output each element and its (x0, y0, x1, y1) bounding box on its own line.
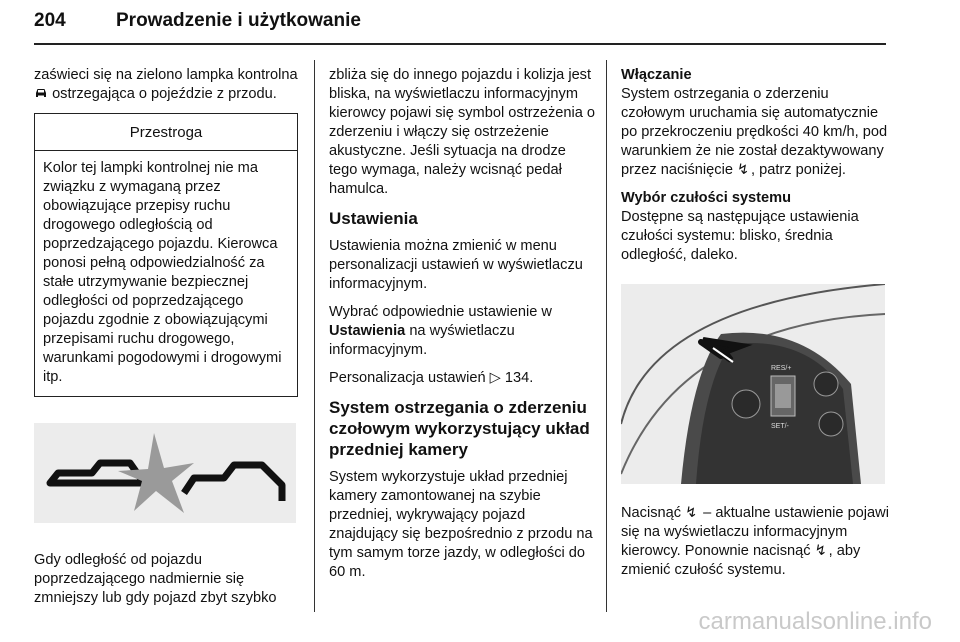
paragraph: zaświeci się na zielono lampka kontrolna ostrzegająca o pojeździe z przodu. (34, 67, 298, 102)
page-number: 204 (34, 10, 66, 31)
reference-arrow-icon: ▷ (489, 370, 501, 386)
collision-figure (34, 423, 296, 523)
section-title: Prowadzenie i użytkowanie (116, 10, 361, 31)
paragraph: Gdy odległość od pojazdu poprzedzającego nadmiernie się zmniejszy lub gdy pojazd zbyt szybko (34, 552, 277, 606)
paragraph: System wykorzystuje układ przedniej kamery zamontowanej na szybie przedniej, wykrywający pojazd znajdujący się bezpośrednio z przodu na tym samym torze jazdy, w odległości do 60 m. (329, 469, 593, 580)
header-rule (34, 43, 886, 45)
column-divider (314, 60, 315, 612)
caution-title: Przestroga (35, 114, 297, 151)
page-header (34, 10, 361, 32)
paragraph: Wybrać odpowiednie ustawienie w Ustawienia na wyświetlaczu informacyjnym. (329, 304, 552, 358)
collision-alert-button-icon: ↯ (814, 543, 827, 559)
paragraph: Ustawienia można zmienić w menu personalizacji ustawień w wyświetlaczu informacyjnym. (329, 238, 583, 292)
column-2 (329, 66, 597, 591)
heading-system: System ostrzegania o zderzeniu czołowym wykorzystujący układ przedniej kamery (329, 398, 590, 459)
paragraph: Nacisnąć ↯ – aktualne ustawienie pojawi się na wyświetlaczu informacyjnym kierowcy. Ponownie nacisnąć ↯ , aby zmienić czułość systemu. (621, 505, 889, 578)
caution-body: Kolor tej lampki kontrolnej nie ma związku z wymaganą przez obowiązujące przepisy ruchu drogowego odległością od poprzedzającego pojazdu. Kierowca ponosi pełną odpowiedzialność za stałe utrzymywanie bezpiecznej odległości od poprzedzającego pojazdu zgodnie z obowiązującymi przepisami ruchu drogowego, warunkami pogodowymi i drogowymi itp. (43, 160, 282, 385)
paragraph: System ostrzegania o zderzeniu czołowym uruchamia się automatycznie po przekroczeniu prędkości 40 km/h, pod warunkiem że nie został dezaktywowany przez naciśnięcie ↯ , patrz poniżej. (621, 86, 888, 178)
car-icon (34, 87, 48, 99)
paragraph: Personalizacja ustawień ▷ 134. (329, 370, 534, 386)
column-1 (34, 66, 299, 617)
heading-sensitivity: Wybór czułości systemu (621, 190, 792, 206)
watermark: carmanualsonline.info (698, 608, 932, 635)
paragraph: zbliża się do innego pojazdu i kolizja jest bliska, na wyświetlaczu informacyjnym kierowcy pojawi się symbol ostrzeżenia o zderzeniu i włączy się ostrzeżenie akustyczne. Jeśli sytuacja na drodze tego wymaga, należy wcisnąć pedał hamulca. (329, 67, 596, 197)
column-3 (621, 66, 889, 589)
menu-name: Ustawienia (329, 323, 406, 339)
column-divider (606, 60, 607, 612)
heading-settings: Ustawienia (329, 209, 418, 228)
collision-alert-button-icon: ↯ (737, 162, 750, 178)
paragraph: Dostępne są następujące ustawienia czułości systemu: blisko, średnia odległość, daleko. (621, 209, 859, 263)
heading-enable: Włączanie (621, 67, 692, 83)
set-label: SET/- (771, 423, 789, 430)
res-label: RES/+ (771, 365, 792, 372)
caution-box (34, 113, 298, 397)
collision-alert-button-icon: ↯ (685, 505, 698, 521)
steering-wheel-figure (621, 284, 885, 484)
